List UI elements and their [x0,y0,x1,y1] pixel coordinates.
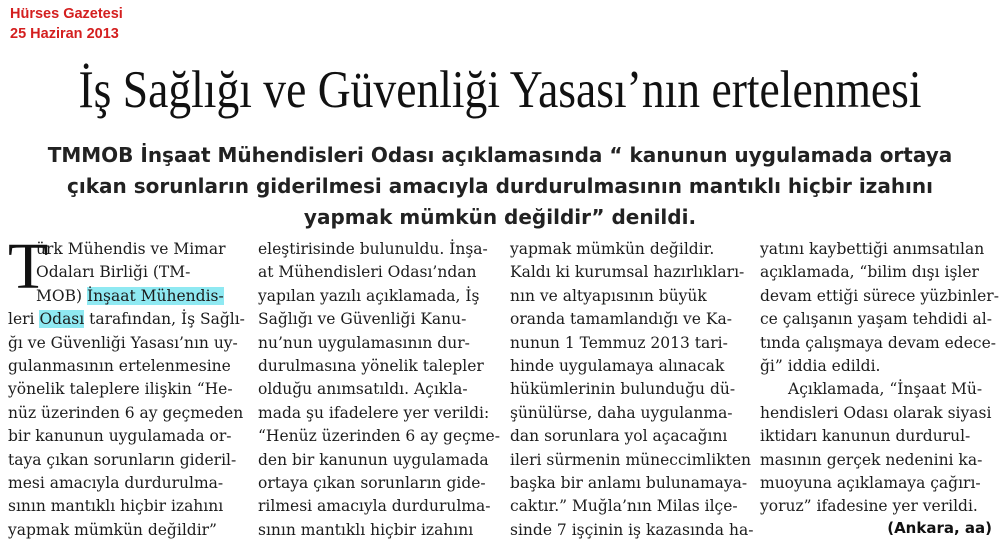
deck-line: yapmak mümkün değildir” denildi. [303,205,697,229]
article-column-4 [760,238,999,519]
body-line: devam ettiği sürece yüzbinler- [760,286,999,305]
article-deck [0,140,1000,233]
body-text: tarafından, İş Sağlı- [84,310,245,329]
body-line: bir kanunun uygulamada or- [8,427,232,446]
deck-line: çıkan sorunların giderilmesi amacıyla durdurulmasının mantıklı hiçbir izahını [66,174,934,198]
body-line: ileri sürmenin müneccimlikten [510,450,751,469]
article-headline: İş Sağlığı ve Güvenliği Yasası’nın ertelenmesi [78,61,922,119]
body-line: sinde 7 işçinin iş kazasında ha- [510,520,754,539]
body-line: hükümlerinin bulunduğu dü- [510,380,736,399]
body-line: yönelik taleplere ilişkin “He- [8,380,233,399]
body-line: mada şu ifadelere yer verildi: [258,403,490,422]
body-line: at Mühendisleri Odası’ndan [258,263,477,282]
body-line: sının mantıklı hiçbir izahını [8,497,224,516]
body-line: gulanmasının ertelenmesine [8,357,231,376]
body-line: rilmesi amacıyla durdurulma- [258,497,491,516]
body-line: “Henüz üzerinden 6 ay geçme- [258,427,500,446]
body-line: durulmasına yönelik talepler [258,357,484,376]
body-line: yapılan yazılı açıklamada, İş [258,286,480,305]
body-line: yatını kaybettiği anımsatılan [760,240,985,258]
body-line: Açıklamada, “İnşaat Mü- [788,380,983,399]
body-line: nüz üzerinden 6 ay geçmeden [8,403,244,422]
publication-date: 25 Haziran 2013 [10,26,119,42]
body-line: ürk Mühendis ve Mimar [36,240,226,258]
article-column-2 [258,238,498,542]
body-line: ce çalışanın yaşam tehdidi al- [760,310,992,329]
body-line: den bir kanunun uygulamada [258,450,489,469]
body-line: yoruz” ifadesine yer verildi. [760,497,978,516]
body-line: Odaları Birliği (TM- [36,263,191,282]
body-line: olduğu anımsatıldı. Açıkla- [258,380,468,399]
body-line: başka bir anlamı bulunamaya- [510,474,748,493]
body-line [8,308,244,331]
body-line: nın ve altyapısının büyük [510,286,707,305]
body-line: taya çıkan sorunların gideril- [8,450,237,469]
body-line: masının gerçek nedenini ka- [760,450,983,469]
body-line: hendisleri Odası olarak siyasi [760,403,992,422]
body-text: MOB) [36,286,87,305]
body-line: caktır.” Muğla’nın Milas ilçe- [510,497,738,516]
body-line: Sağlığı ve Güvenliği Kanu- [258,310,467,329]
body-line: dan sorunlara yol açacağını [510,427,728,446]
publication-name: Hürses Gazetesi [10,6,123,22]
body-line: nunun 1 Temmuz 2013 tari- [510,333,728,352]
body-line: iktidarı kanunun durdurul- [760,427,971,446]
body-line: eleştirisinde bulunuldu. İnşa- [258,240,488,258]
article-column-1 [8,230,245,542]
highlighted-text: Odası [39,310,85,329]
body-line: oranda tamamlandığı ve Ka- [510,310,732,329]
body-line: ğı ve Güvenliği Yasası’nın uy- [8,333,238,352]
highlighted-text: İnşaat Mühendis- [86,286,224,305]
body-line: şünülürse, daha uygulanma- [510,403,733,422]
body-line: tında çalışmaya devam edece- [760,333,996,352]
body-line: sının mantıklı hiçbir izahını [258,520,474,539]
body-line: yapmak mümkün değildir” [8,520,217,539]
article-column-3 [510,238,754,542]
body-line: muoyuna açıklamaya çağırı- [760,474,981,493]
deck-line: TMMOB İnşaat Mühendisleri Odası açıklamasında “ kanunun uygulamada ortaya [47,143,953,167]
news-agency-credit: (Ankara, aa) [887,519,992,537]
body-line: mesi amacıyla durdurulma- [8,474,224,493]
body-line: Kaldı ki kurumsal hazırlıkları- [510,263,745,282]
body-line: nu’nun uygulamasının dur- [258,333,470,352]
body-line: ortaya çıkan sorunların gide- [258,474,486,493]
body-line: hinde uygulamaya alınacak [510,357,725,376]
body-line: yapmak mümkün değildir. [510,240,715,258]
body-line: açıklamada, “bilim dışı işler [760,263,979,282]
source-info [10,4,123,44]
body-line: ği” iddia edildi. [760,357,881,376]
body-text: leri [8,310,40,329]
drop-cap: T [8,230,49,303]
